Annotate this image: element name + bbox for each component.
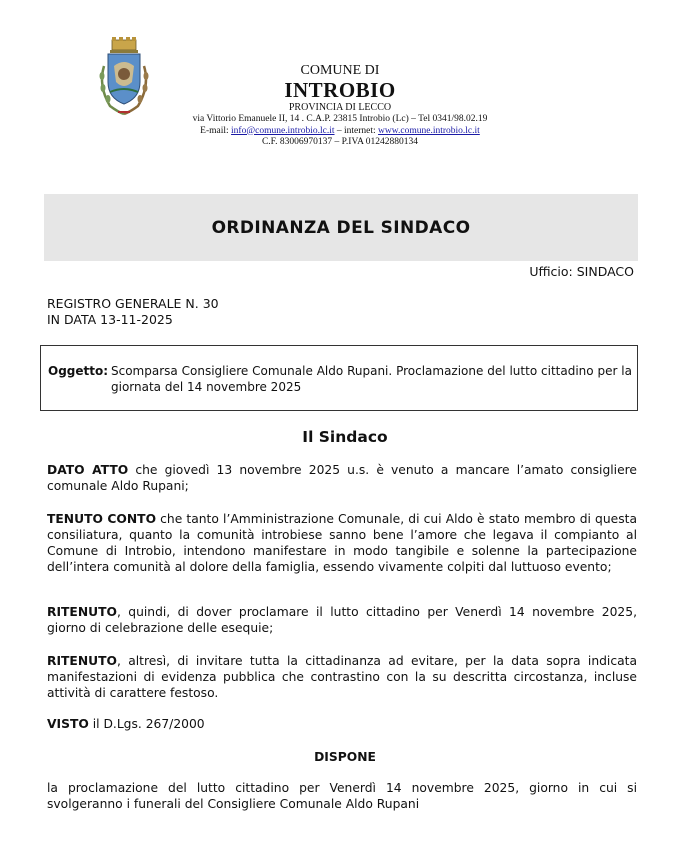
document-title-band: [44, 194, 638, 261]
paragraph-lead: TENUTO CONTO: [47, 512, 157, 526]
subject-label: Oggetto:: [48, 364, 109, 378]
register-date: IN DATA 13-11-2025: [47, 312, 173, 327]
email-link[interactable]: info@comune.introbio.lc.it: [231, 125, 335, 136]
paragraph-lead: VISTO: [47, 717, 89, 731]
register-info: [47, 296, 219, 328]
paragraph-tenuto-conto: [47, 511, 637, 575]
contact-line: [140, 126, 540, 138]
address-line: via Vittorio Emanuele II, 14 . C.A.P. 23815 Introbio (Lc) – Tel 0341/98.02.19: [192, 114, 488, 124]
paragraph-final: la proclamazione del lutto cittadino per Venerdì 14 novembre 2025, giorno in cui si svolgeranno i funerali del Consigliere Comunale Aldo Rupani: [47, 781, 637, 811]
paragraph-visto: [47, 716, 637, 732]
email-prefix: E-mail:: [200, 125, 232, 136]
paragraph-text: che giovedì 13 novembre 2025 u.s. è venuto a mancare l’amato consigliere comunale Aldo Rupani;: [47, 463, 637, 493]
comune-label: COMUNE DI: [300, 63, 380, 78]
website-link[interactable]: www.comune.introbio.lc.it: [378, 125, 480, 136]
comune-name: INTROBIO: [284, 78, 396, 102]
document-title: ORDINANZA DEL SINDACO: [211, 217, 471, 238]
paragraph-text: che tanto l’Amministrazione Comunale, di cui Aldo è stato membro di questa consiliatura, quanto la comunità introbiese sanno bene l’amore che legava il compianto al Comune di Introbio, intendono manifestare in modo tangibile e solenne la partecipazione dell’intera comunità al dolore della famiglia, essendo vivamente colpiti dal luttuoso evento;: [47, 512, 637, 574]
mayor-heading: Il Sindaco: [302, 428, 388, 446]
paragraph-dato-atto: [47, 462, 637, 494]
paragraph-lead: RITENUTO: [47, 605, 117, 619]
subject-text: Scomparsa Consigliere Comunale Aldo Rupani. Proclamazione del lutto cittadino per la giornata del 14 novembre 2025: [111, 364, 632, 394]
paragraph-text: il D.Lgs. 267/2000: [88, 717, 205, 731]
office-label: Ufficio: SINDACO: [529, 264, 634, 279]
letterhead: [140, 62, 540, 149]
province-label: PROVINCIA DI LECCO: [288, 102, 392, 113]
dispone-heading: DISPONE: [314, 750, 376, 764]
subject-box: [40, 345, 638, 411]
paragraph-text: , quindi, di dover proclamare il lutto cittadino per Venerdì 14 novembre 2025, giorno di celebrazione delle esequie;: [47, 605, 637, 635]
paragraph-lead: DATO ATTO: [47, 463, 129, 477]
paragraph-ritenuto-1: [47, 604, 637, 636]
paragraph-text: , altresì, di invitare tutta la cittadinanza ad evitare, per la data sopra indicata manifestazioni di evidenza pubblica che contrastino con la su descritta circostanza, incluse attività di carattere festoso.: [47, 654, 637, 700]
paragraph-ritenuto-2: [47, 653, 637, 701]
internet-prefix: – internet:: [334, 125, 379, 136]
fiscal-line: C.F. 83006970137 – P.IVA 01242880134: [261, 137, 419, 147]
paragraph-lead: RITENUTO: [47, 654, 117, 668]
register-number: REGISTRO GENERALE N. 30: [47, 296, 219, 311]
